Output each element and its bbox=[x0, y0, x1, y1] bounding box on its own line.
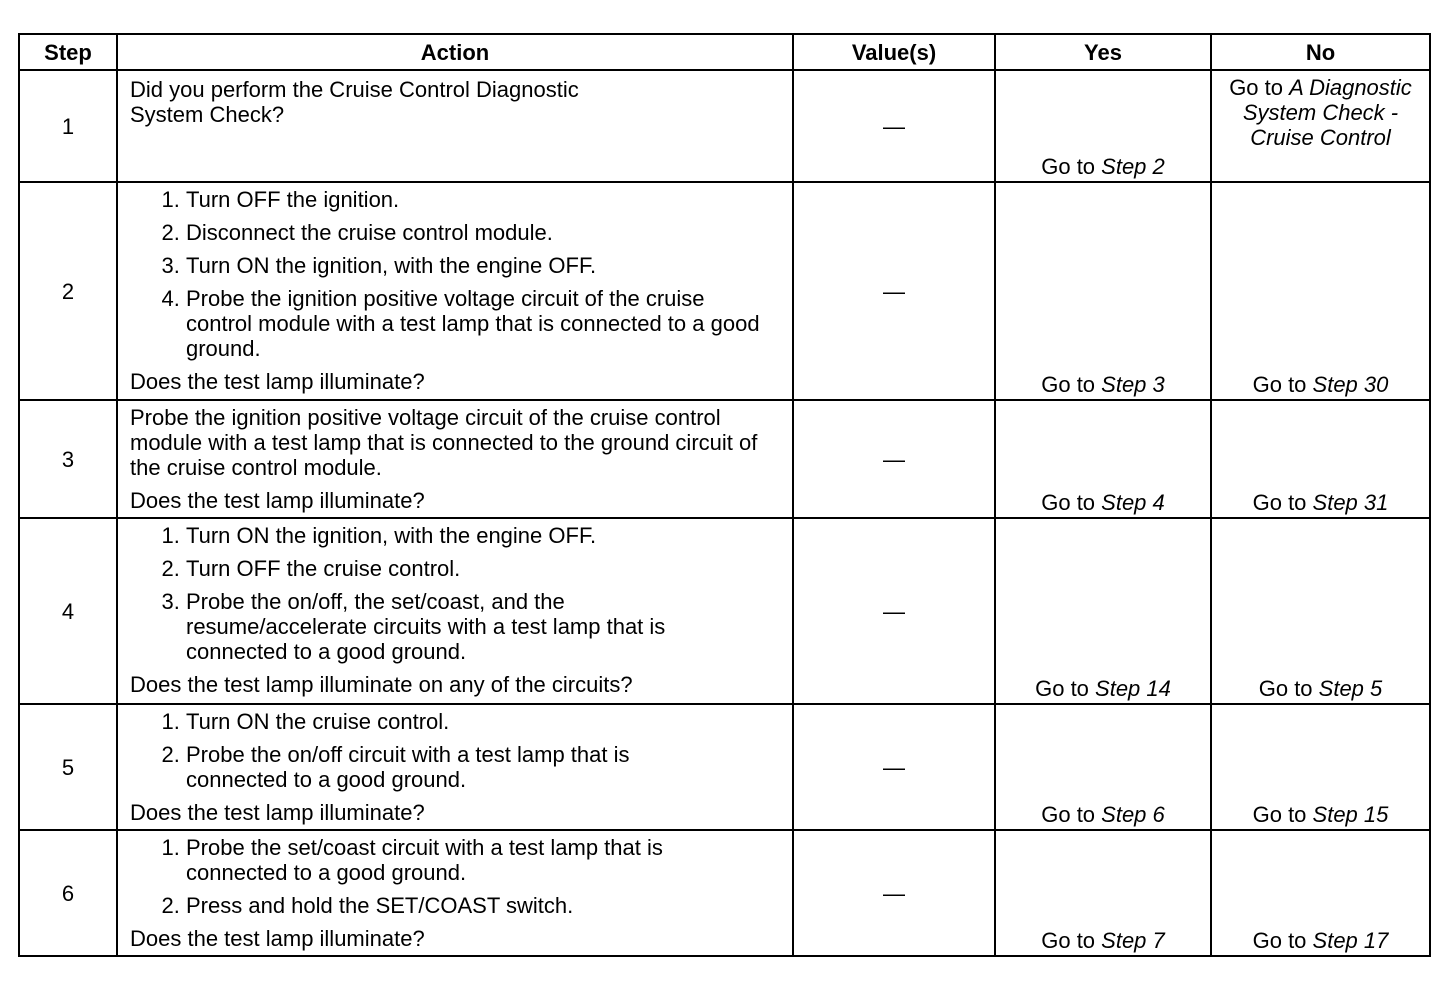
table-row bbox=[19, 70, 1430, 182]
yes-prefix: Go to bbox=[1041, 490, 1102, 515]
no-cell bbox=[1211, 830, 1430, 956]
no-cell bbox=[1211, 518, 1430, 704]
table-row bbox=[19, 704, 1430, 830]
yes-cell bbox=[995, 400, 1211, 518]
no-cell bbox=[1211, 182, 1430, 400]
header-values: Value(s) bbox=[793, 34, 995, 70]
table-row bbox=[19, 182, 1430, 400]
action-question: Does the test lamp illuminate? bbox=[130, 369, 425, 394]
action-cell bbox=[117, 70, 793, 182]
action-item: 1. Turn ON the cruise control. bbox=[186, 709, 782, 734]
action-item: 1. Probe the set/coast circuit with a test lamp that is connected to a good ground. bbox=[186, 835, 782, 885]
yes-cell bbox=[995, 182, 1211, 400]
no-cell bbox=[1211, 704, 1430, 830]
action-item: 1. Turn ON the ignition, with the engine OFF. bbox=[186, 523, 782, 548]
yes-link[interactable]: Step 2 bbox=[1101, 154, 1165, 179]
action-intro: Probe the ignition positive voltage circuit of the cruise control module with a test lamp that is connected to the ground circuit of the cruise control module. bbox=[130, 405, 758, 480]
action-cell bbox=[117, 518, 793, 704]
action-intro: Did you perform the Cruise Control Diagnostic System Check? bbox=[130, 77, 579, 127]
header-yes: Yes bbox=[995, 34, 1211, 70]
no-link[interactable]: Step 5 bbox=[1318, 676, 1383, 701]
yes-cell bbox=[995, 704, 1211, 830]
action-list bbox=[130, 709, 782, 792]
action-item: 3. Turn ON the ignition, with the engine OFF. bbox=[186, 253, 782, 278]
no-prefix: Go to bbox=[1252, 928, 1313, 953]
action-item: 2. Press and hold the SET/COAST switch. bbox=[186, 893, 782, 918]
action-question: Does the test lamp illuminate? bbox=[130, 926, 425, 951]
table-row bbox=[19, 400, 1430, 518]
no-link[interactable]: A Diagnostic System Check - Cruise Control bbox=[1242, 75, 1412, 150]
value-cell: — bbox=[793, 704, 995, 830]
no-link[interactable]: Step 31 bbox=[1312, 490, 1389, 515]
yes-cell bbox=[995, 830, 1211, 956]
yes-prefix: Go to bbox=[1041, 802, 1102, 827]
action-item: 3. Probe the on/off, the set/coast, and the resume/accelerate circuits with a test lamp that is connected to a good ground. bbox=[186, 589, 782, 664]
no-prefix: Go to bbox=[1252, 802, 1313, 827]
action-item: 2. Probe the on/off circuit with a test lamp that is connected to a good ground. bbox=[186, 742, 782, 792]
diagnostic-table bbox=[18, 33, 1431, 957]
value-cell: — bbox=[793, 400, 995, 518]
yes-prefix: Go to bbox=[1041, 154, 1102, 179]
step-number: 1 bbox=[19, 70, 117, 182]
step-number: 5 bbox=[19, 704, 117, 830]
action-list bbox=[130, 187, 782, 361]
no-prefix: Go to bbox=[1252, 490, 1313, 515]
value-cell: — bbox=[793, 182, 995, 400]
no-prefix: Go to bbox=[1258, 676, 1319, 701]
action-item: 1. Turn OFF the ignition. bbox=[186, 187, 782, 212]
header-row bbox=[19, 34, 1430, 70]
action-cell bbox=[117, 704, 793, 830]
yes-link[interactable]: Step 4 bbox=[1101, 490, 1165, 515]
step-number: 4 bbox=[19, 518, 117, 704]
header-step: Step bbox=[19, 34, 117, 70]
action-question: Does the test lamp illuminate? bbox=[130, 488, 425, 513]
action-list bbox=[130, 523, 782, 664]
action-cell bbox=[117, 830, 793, 956]
yes-link[interactable]: Step 7 bbox=[1101, 928, 1165, 953]
yes-link[interactable]: Step 6 bbox=[1101, 802, 1165, 827]
step-number: 3 bbox=[19, 400, 117, 518]
action-item: 2. Turn OFF the cruise control. bbox=[186, 556, 782, 581]
no-prefix: Go to bbox=[1229, 75, 1290, 100]
action-question: Does the test lamp illuminate? bbox=[130, 800, 425, 825]
yes-prefix: Go to bbox=[1041, 928, 1102, 953]
no-prefix: Go to bbox=[1252, 372, 1313, 397]
yes-link[interactable]: Step 3 bbox=[1101, 372, 1165, 397]
yes-prefix: Go to bbox=[1041, 372, 1102, 397]
header-no: No bbox=[1211, 34, 1430, 70]
no-link[interactable]: Step 15 bbox=[1312, 802, 1389, 827]
value-cell: — bbox=[793, 518, 995, 704]
header-action: Action bbox=[117, 34, 793, 70]
action-list bbox=[130, 835, 782, 918]
step-number: 2 bbox=[19, 182, 117, 400]
no-cell bbox=[1211, 70, 1430, 182]
yes-prefix: Go to bbox=[1035, 676, 1096, 701]
action-item: 2. Disconnect the cruise control module. bbox=[186, 220, 782, 245]
table-row bbox=[19, 518, 1430, 704]
yes-link[interactable]: Step 14 bbox=[1095, 676, 1171, 701]
no-cell bbox=[1211, 400, 1430, 518]
action-cell bbox=[117, 400, 793, 518]
table-row bbox=[19, 830, 1430, 956]
value-cell: — bbox=[793, 830, 995, 956]
step-number: 6 bbox=[19, 830, 117, 956]
action-item: 4. Probe the ignition positive voltage circuit of the cruise control module with a test lamp that is connected to a good ground. bbox=[186, 286, 782, 361]
action-cell bbox=[117, 182, 793, 400]
action-question: Does the test lamp illuminate on any of the circuits? bbox=[130, 672, 633, 697]
yes-cell bbox=[995, 70, 1211, 182]
no-link[interactable]: Step 17 bbox=[1312, 928, 1389, 953]
value-cell: — bbox=[793, 70, 995, 182]
no-link[interactable]: Step 30 bbox=[1312, 372, 1389, 397]
yes-cell bbox=[995, 518, 1211, 704]
